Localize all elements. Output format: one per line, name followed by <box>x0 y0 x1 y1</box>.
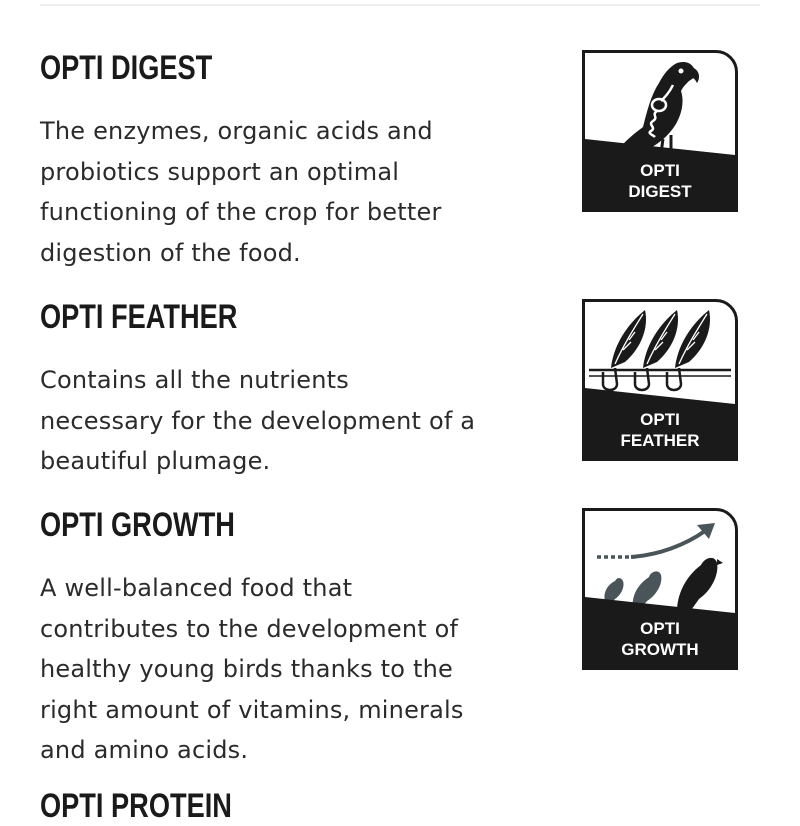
next-section-title <box>40 786 280 825</box>
description-line: contributes to the development of <box>40 614 459 643</box>
opti-feather-badge <box>582 299 738 461</box>
description-line: healthy young birds thanks to the <box>40 655 453 683</box>
next-section-title-text: OPTI PROTEIN <box>40 787 232 825</box>
badge-label-line: OPTI <box>640 619 680 638</box>
description-line: right amount of vitamins, minerals <box>40 695 464 724</box>
description-line: Contains all the nutrients <box>40 366 349 394</box>
description-line: functioning of the crop for better <box>40 198 442 226</box>
badge-label <box>585 404 735 458</box>
badge-label-line: OPTI <box>640 410 680 429</box>
feature-title: OPTI FEATHER <box>40 298 238 336</box>
description-line: beautiful plumage. <box>40 447 271 475</box>
description-line: necessary for the development of a <box>40 406 476 435</box>
top-divider <box>40 4 760 6</box>
feature-description <box>40 111 540 273</box>
badge-label <box>585 613 735 667</box>
description-line: The enzymes, organic acids and <box>40 117 433 145</box>
description-line: probiotics support an optimal <box>40 157 400 186</box>
badge-label <box>585 155 735 209</box>
description-line: digestion of the food. <box>40 238 301 267</box>
feature-description <box>40 360 540 482</box>
badge-label-line: DIGEST <box>628 182 692 201</box>
opti-digest-badge <box>582 50 738 212</box>
description-line: and amino acids. <box>40 736 249 764</box>
feature-title: OPTI GROWTH <box>40 506 235 544</box>
badge-label-line: GROWTH <box>621 640 699 659</box>
feature-title: OPTI DIGEST <box>40 49 213 87</box>
badge-label-line: OPTI <box>640 161 680 180</box>
description-line: A well-balanced food that <box>40 574 353 602</box>
badge-label-line: FEATHER <box>620 431 700 450</box>
opti-growth-badge <box>582 508 738 670</box>
feature-description <box>40 568 540 771</box>
